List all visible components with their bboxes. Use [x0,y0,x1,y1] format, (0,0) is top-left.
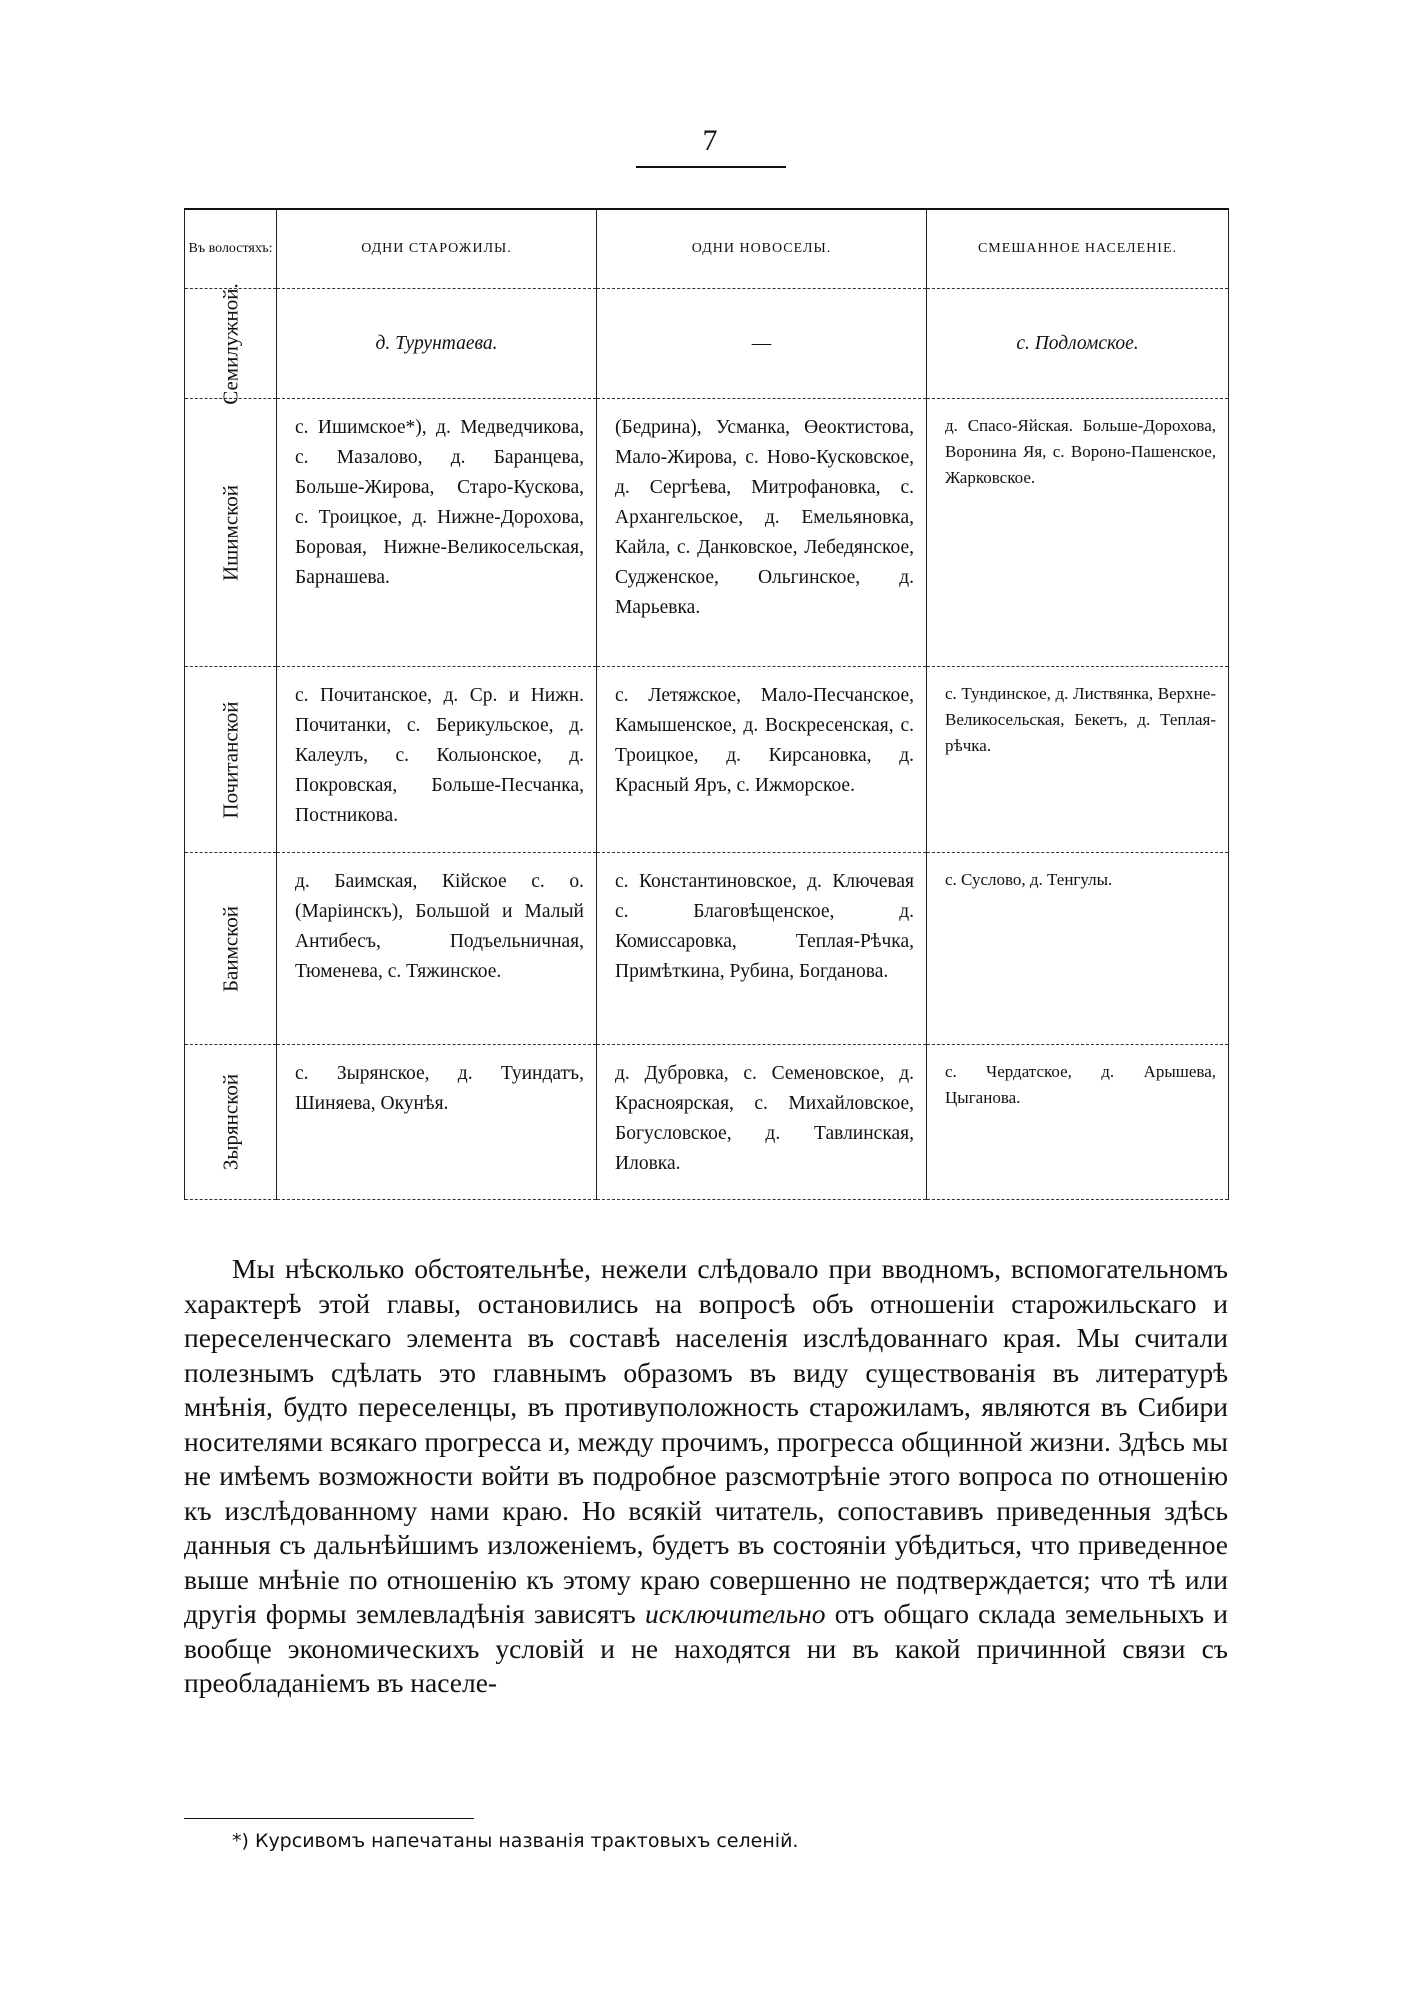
mixed-cell: с. Тундинское, д. Листвянка, Верхне-Великосельская, Бекетъ, д. Теплая-рѣчка. [927,667,1229,853]
new-settlers-cell: с. Летяжское, Мало-Песчанское, Камышенское, д. Воскресенская, с. Троицкое, д. Кирсановка, д. Красный Яръ, с. Ижморское. [597,667,927,853]
old-settlers-cell: с. Почитанское, д. Ср. и Нижн. Почитанки, с. Берикульское, д. Калеулъ, с. Колыонское, д. Покровская, Больше-Песчанка, Постникова. [277,667,597,853]
new-settlers-cell: — [597,289,927,399]
mixed-cell: с. Чердатское, д. Арышева, Цыганова. [927,1045,1229,1200]
old-settlers-cell: с. Ишимское*), д. Медведчикова, с. Мазалово, д. Баранцева, Больше-Жирова, Старо-Кускова, с. Троицкое, д. Нижне-Дорохова, Боровая, Нижне-Великосельская, Барнашева. [277,399,597,667]
footnote: *) Курсивомъ напечатаны названія трактовыхъ селеній. [232,1830,799,1852]
table-row [185,399,1229,667]
body-paragraph: Мы нѣсколько обстоятельнѣе, нежели слѣдовало при вводномъ, вспомогательномъ характерѣ этой главы, остановились на вопросѣ объ отношеніи старожильскаго и переселенческаго элемента въ составѣ населенія изслѣдованнаго края. Мы считали полезнымъ сдѣлать это главнымъ образомъ въ виду существованія въ литературѣ мнѣнія, будто переселенцы, въ противуположность старожиламъ, являются въ Сибири носителями всякаго прогресса и, между прочимъ, прогресса общинной жизни. Здѣсь мы не имѣемъ возможности войти въ подробное разсмотрѣніе этого вопроса по отношенію къ изслѣдованному нами краю. Но всякій читатель, сопоставивъ приведенныя здѣсь данныя съ дальнѣйшимъ изложеніемъ, будетъ въ состояніи убѣдиться, что приведенное выше мнѣніе по отношенію къ этому краю совершенно не подтверждается; что тѣ или другія формы землевладѣнія зависятъ исключительно отъ общаго склада земельныхъ и вообще экономическихъ условій и не находятся ни въ какой причинной связи съ преобладаніемъ въ населе- [184,1253,1228,1698]
old-settlers-cell: д. Баимская, Кійское с. о. (Маріинскъ), Большой и Малый Антибесъ, Подъельничная, Тюменева, с. Тяжинское. [277,853,597,1045]
volost-name: Ишимской [185,399,277,667]
old-settlers-cell: д. Турунтаева. [277,289,597,399]
footnote-rule [184,1818,474,1819]
old-settlers-cell: с. Зырянское, д. Туиндатъ, Шиняева, Окунѣя. [277,1045,597,1200]
table-row [185,853,1229,1045]
header-old-settlers: ОДНИ СТАРОЖИЛЫ. [277,209,597,289]
table-row [185,1045,1229,1200]
mixed-cell: д. Спасо-Яйская. Больше-Дорохова, Воронина Яя, с. Вороно-Пашенское, Жарковское. [927,399,1229,667]
volost-name: Почитанской [185,667,277,853]
header-mixed: СМЕШАННОЕ НАСЕЛЕНІЕ. [927,209,1229,289]
header-new-settlers: ОДНИ НОВОСЕЛЫ. [597,209,927,289]
emphasis-text: исключительно [644,1598,826,1629]
page-number: 7 [702,124,718,157]
new-settlers-cell: с. Константиновское, д. Ключевая с. Благовѣщенское, д. Комиссаровка, Теплая-Рѣчка, Примѣткина, Рубина, Богданова. [597,853,927,1045]
mixed-cell: с. Подломское. [927,289,1229,399]
table-row [185,289,1229,399]
page-number-rule [636,166,786,168]
mixed-cell: с. Суслово, д. Тенгулы. [927,853,1229,1045]
header-volost: Въ волостяхъ: [185,209,277,289]
volost-name: Семилужной. [185,289,277,399]
table-header-row [185,209,1229,289]
volost-name: Баимской [185,853,277,1045]
table-row [185,667,1229,853]
volost-table [184,208,1229,1200]
new-settlers-cell: д. Дубровка, с. Семеновское, д. Красноярская, с. Михайловское, Богусловское, д. Тавлинская, Иловка. [597,1045,927,1200]
volost-name: Зырянской [185,1045,277,1200]
new-settlers-cell: (Бедрина), Усманка, Өеоктистова, Мало-Жирова, с. Ново-Кусковское, д. Сергѣева, Митрофановка, с. Архангельское, д. Емельяновка, Кайла, с. Данковское, Лебедянское, Судженское, Ольгинское, д. Марьевка. [597,399,927,667]
